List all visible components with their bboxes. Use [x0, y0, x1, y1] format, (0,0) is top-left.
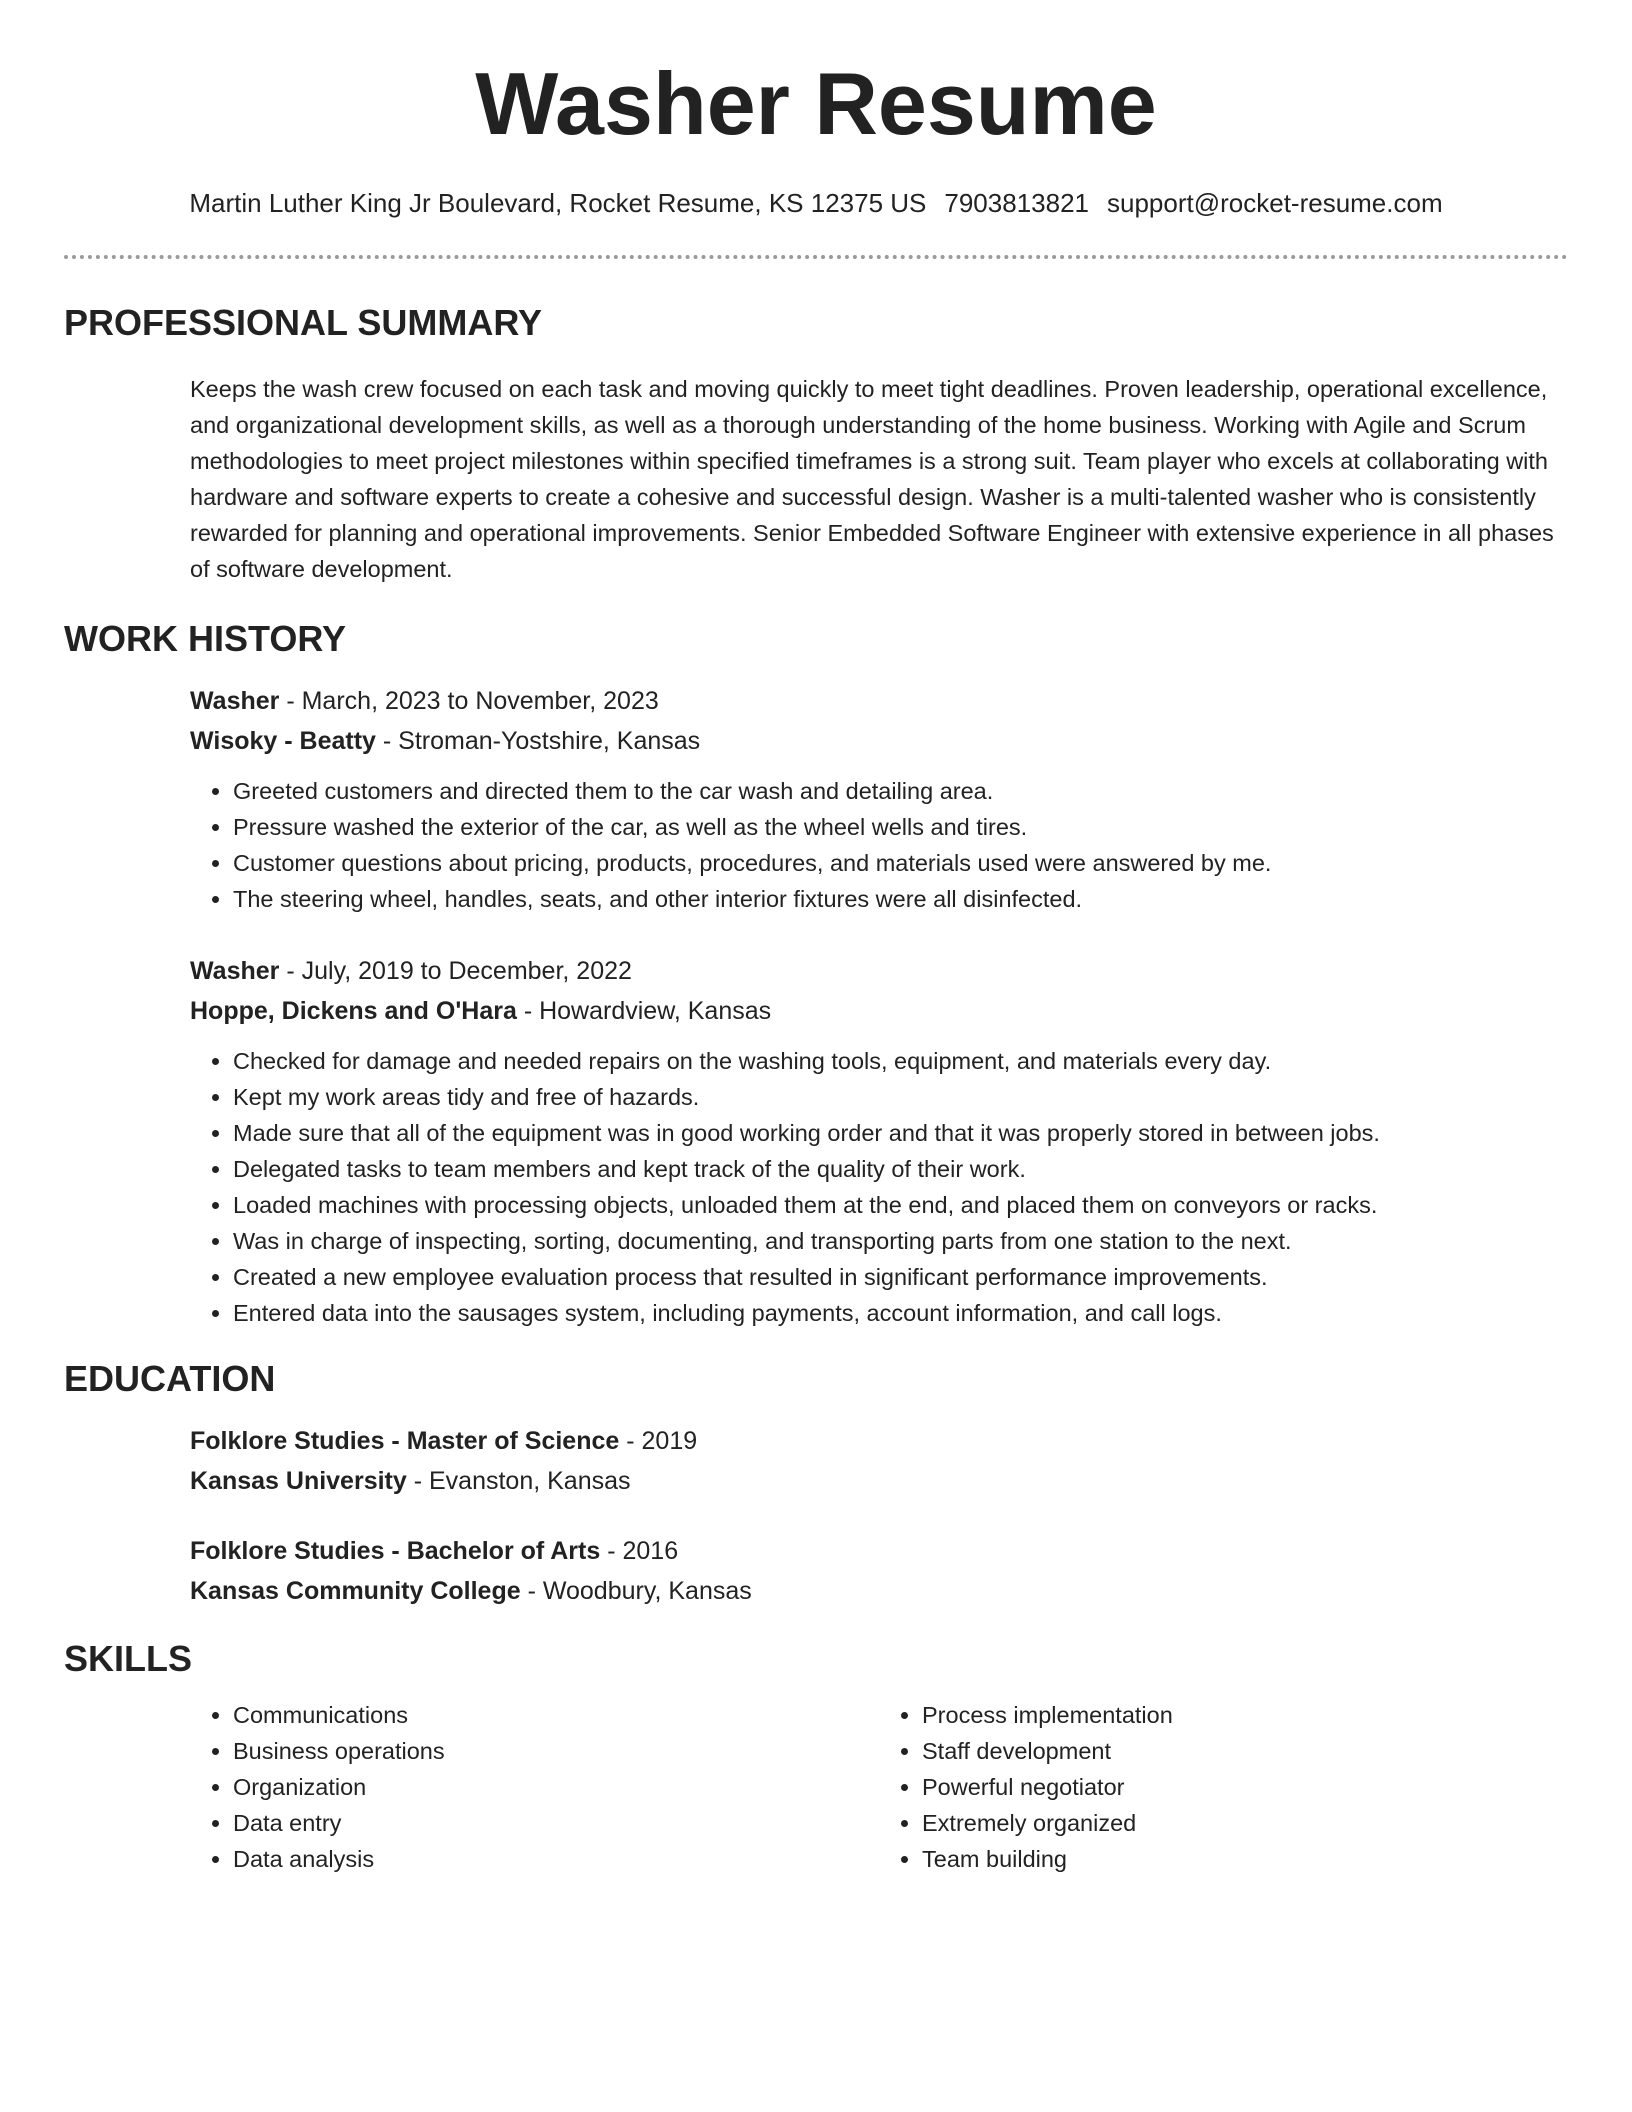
list-item: • Business operations [233, 1733, 879, 1769]
job-company-line [190, 991, 1568, 1031]
job-role: Washer [190, 687, 280, 715]
education-school: Kansas University [190, 1467, 407, 1495]
education-degree: Folklore Studies - Bachelor of Arts [190, 1537, 601, 1565]
education-degree: Folklore Studies - Master of Science [190, 1427, 620, 1455]
job-entry [190, 681, 1568, 917]
list-item: • Data analysis [233, 1841, 879, 1877]
list-item: • Organization [233, 1769, 879, 1805]
list-item: • Team building [922, 1841, 1568, 1877]
job-bullets [190, 1043, 1568, 1331]
contact-address: Martin Luther King Jr Boulevard, Rocket Resume, KS 12375 US [189, 188, 927, 218]
job-location: - Stroman-Yostshire, Kansas [375, 727, 701, 755]
job-entry [190, 951, 1568, 1331]
section-work-history [64, 618, 1568, 1331]
job-company: Wisoky - Beatty [190, 727, 376, 755]
education-degree-line [190, 1531, 1568, 1571]
job-bullets [190, 773, 1568, 917]
list-item: • Was in charge of inspecting, sorting, documenting, and transporting parts from one station to the next. [233, 1223, 1568, 1259]
education-school-line [190, 1571, 1568, 1611]
job-role: Washer [190, 957, 280, 985]
job-company: Hoppe, Dickens and O'Hara [190, 997, 517, 1025]
section-summary [64, 302, 1568, 587]
education-entry [190, 1421, 1568, 1501]
job-role-line [190, 681, 1568, 721]
contact-phone: 7903813821 [944, 188, 1089, 218]
list-item: • Extremely organized [922, 1805, 1568, 1841]
education-year: - 2016 [600, 1537, 679, 1565]
list-item: • Created a new employee evaluation process that resulted in significant performance improvements. [233, 1259, 1568, 1295]
job-dates: - March, 2023 to November, 2023 [279, 687, 659, 715]
skills-columns [190, 1697, 1568, 1877]
section-skills [64, 1638, 1568, 1877]
list-item: • Powerful negotiator [922, 1769, 1568, 1805]
list-item: • Data entry [233, 1805, 879, 1841]
list-item: • Pressure washed the exterior of the car, as well as the wheel wells and tires. [233, 809, 1568, 845]
list-item: • Loaded machines with processing objects, unloaded them at the end, and placed them on conveyors or racks. [233, 1187, 1568, 1223]
job-location: - Howardview, Kansas [516, 997, 772, 1025]
section-title-education: EDUCATION [64, 1358, 276, 1399]
education-year: - 2019 [619, 1427, 698, 1455]
list-item: • Greeted customers and directed them to the car wash and detailing area. [233, 773, 1568, 809]
section-title-skills: SKILLS [64, 1638, 193, 1679]
list-item: • Made sure that all of the equipment was in good working order and that it was properly stored in between jobs. [233, 1115, 1568, 1151]
education-school-line [190, 1461, 1568, 1501]
list-item: • Customer questions about pricing, products, procedures, and materials used were answered by me. [233, 845, 1568, 881]
skills-list-left [190, 1697, 879, 1877]
education-degree-line [190, 1421, 1568, 1461]
list-item: • Delegated tasks to team members and kept track of the quality of their work. [233, 1151, 1568, 1187]
section-education [64, 1358, 1568, 1611]
summary-text: Keeps the wash crew focused on each task and moving quickly to meet tight deadlines. Proven leadership, operational excellence, and organizational development skills, as well as a thorough understanding of the home business. Working with Agile and Scrum methodologies to meet project milestones within specified timeframes is a strong suit. Team player who excels at collaborating with hardware and software experts to create a cohesive and successful design. Washer is a multi-talented washer who is consistently rewarded for planning and operational improvements. Senior Embedded Software Engineer with extensive experience in all phases of software development. [190, 376, 1554, 582]
list-item: • Process implementation [922, 1697, 1568, 1733]
job-role-line [190, 951, 1568, 991]
list-item: • Staff development [922, 1733, 1568, 1769]
header-divider [64, 255, 1568, 259]
contact-line [64, 188, 1568, 219]
resume-title: Washer Resume [475, 54, 1157, 153]
education-location: - Evanston, Kansas [406, 1467, 631, 1495]
section-title-work-history: WORK HISTORY [64, 618, 347, 659]
list-item: • Kept my work areas tidy and free of hazards. [233, 1079, 1568, 1115]
job-dates: - July, 2019 to December, 2022 [279, 957, 632, 985]
contact-email: support@rocket-resume.com [1107, 188, 1443, 218]
education-entry [190, 1531, 1568, 1611]
job-company-line [190, 721, 1568, 761]
skills-list-right [879, 1697, 1568, 1877]
education-location: - Woodbury, Kansas [520, 1577, 752, 1605]
list-item: • Entered data into the sausages system, including payments, account information, and call logs. [233, 1295, 1568, 1331]
list-item: • Communications [233, 1697, 879, 1733]
list-item: • The steering wheel, handles, seats, and other interior fixtures were all disinfected. [233, 881, 1568, 917]
section-title-summary: PROFESSIONAL SUMMARY [64, 302, 543, 343]
list-item: • Checked for damage and needed repairs on the washing tools, equipment, and materials every day. [233, 1043, 1568, 1079]
education-school: Kansas Community College [190, 1577, 521, 1605]
